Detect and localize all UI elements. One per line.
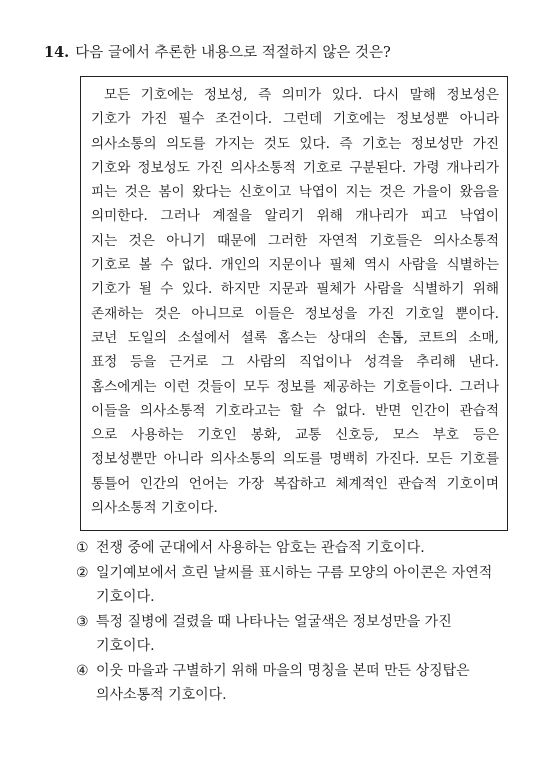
passage-line: 모든 기호에는 정보성, 즉 의미가 있다. 다시 말해 정보성은 <box>104 87 499 103</box>
passage-line: 으로 사용하는 기호인 봉화, 교통 신호등, 모스 부호 등은 <box>91 427 499 444</box>
choice-text: 특정 질병에 걸렸을 때 나타나는 얼굴색은 정보성만을 가진 <box>96 613 452 630</box>
passage-line: 통틀어 인간의 언어는 가장 복잡하고 체계적인 관습적 기호이며 <box>91 475 499 492</box>
passage-line: 기호와 정보성도 가진 의사소통적 기호로 구분된다. 가령 개나리가 <box>91 159 499 176</box>
passage-line: 이들을 의사소통적 기호라고는 할 수 없다. 반면 인간이 관습적 <box>91 402 499 419</box>
passage-line: 의사소통적 기호이다. <box>91 500 218 517</box>
choice-number: ① <box>76 540 89 556</box>
choice-4[interactable] <box>76 659 516 708</box>
passage-line: 홈스에게는 이런 것들이 모두 정보를 제공하는 기호들이다. 그러나 <box>91 378 499 395</box>
question-header <box>44 42 514 64</box>
question-number: 14. <box>44 44 70 61</box>
passage-line: 지는 것은 아니기 때문에 그러한 자연적 기호들은 의사소통적 <box>91 232 499 249</box>
passage-line: 기호가 가진 필수 조건이다. 그런데 기호에는 정보성뿐 아니라 <box>91 111 499 128</box>
passage-line: 존재하는 것은 아니므로 이들은 정보성을 가진 기호일 뿐이다. <box>91 305 499 322</box>
choice-text: 일기예보에서 흐린 날씨를 표시하는 구름 모양의 아이콘은 자연적 <box>96 564 493 581</box>
passage-line: 기호로 볼 수 없다. 개인의 지문이나 필체 역시 사람을 식별하는 <box>91 257 499 274</box>
answer-choices <box>76 536 516 708</box>
passage-line: 의사소통의 의도를 가지는 것도 있다. 즉 기호는 정보성만 가진 <box>91 135 499 152</box>
passage-line: 정보성뿐만 아니라 의사소통의 의도를 명백히 가진다. 모든 기호를 <box>91 451 499 468</box>
passage-line: 코넌 도일의 소설에서 셜록 홈스는 상대의 손톱, 코트의 소매, <box>91 329 499 346</box>
choice-number: ② <box>76 564 89 581</box>
passage-line: 의미한다. 그러나 계절을 알리기 위해 개나리가 피고 낙엽이 <box>91 208 499 225</box>
choice-text-continued: 의사소통적 기호이다. <box>96 687 227 703</box>
choice-number: ④ <box>76 662 89 679</box>
choice-1[interactable] <box>76 536 516 561</box>
passage-line: 표정 등을 근거로 그 사람의 직업이나 성격을 추리해 낸다. <box>91 354 499 371</box>
choice-text-continued: 기호이다. <box>96 589 155 605</box>
passage-line: 기호가 될 수 있다. 하지만 지문과 필체가 사람을 식별하기 위해 <box>91 281 499 298</box>
question-text: 다음 글에서 추론한 내용으로 적절하지 않은 것은? <box>75 45 391 61</box>
choice-number: ③ <box>76 613 89 630</box>
choice-text: 이웃 마을과 구별하기 위해 마을의 명칭을 본떠 만든 상징탑은 <box>96 662 470 679</box>
choice-text: 전쟁 중에 군대에서 사용하는 암호는 관습적 기호이다. <box>96 540 425 556</box>
passage-box <box>80 76 508 531</box>
choice-2[interactable] <box>76 561 516 610</box>
choice-text-continued: 기호이다. <box>96 638 155 654</box>
choice-3[interactable] <box>76 610 516 659</box>
passage-line: 피는 것은 봄이 왔다는 신호이고 낙엽이 지는 것은 가을이 왔음을 <box>91 184 499 201</box>
